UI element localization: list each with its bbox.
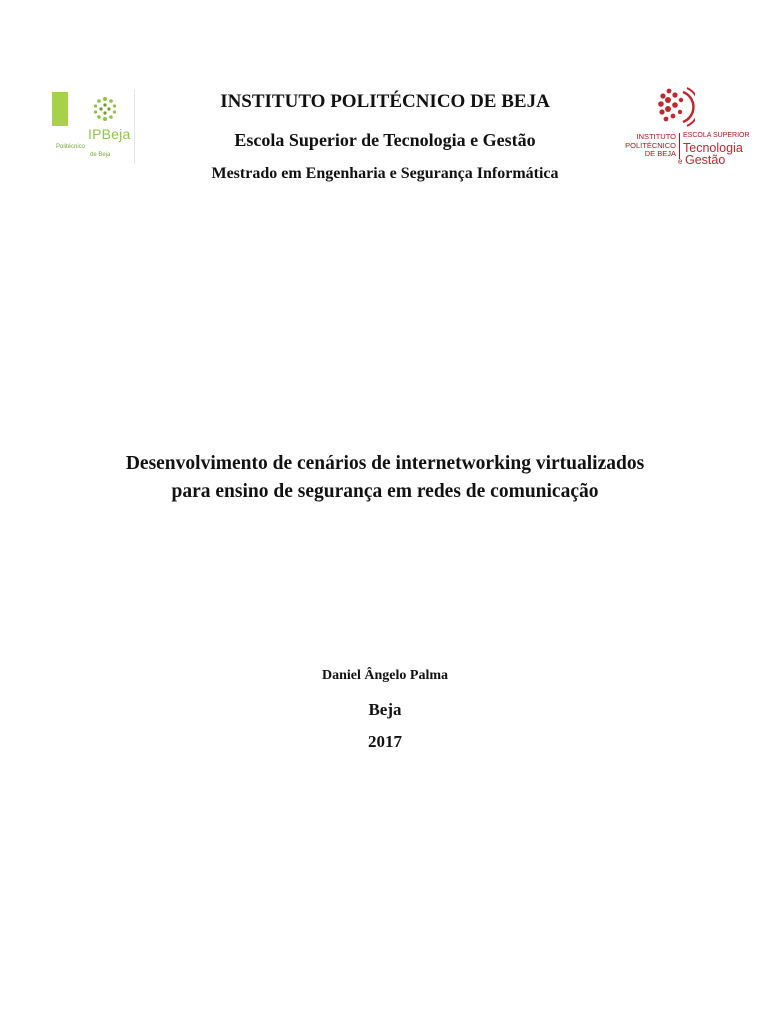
year: 2017 — [368, 732, 402, 751]
program-title: Mestrado em Engenharia e Segurança Informática — [211, 165, 559, 182]
institution-title: INSTITUTO POLITÉCNICO DE BEJA — [220, 91, 550, 112]
estig-school-line: ESCOLA SUPERIOR — [683, 132, 750, 139]
ipbeja-subtitle-line1: Politécnico — [56, 144, 86, 150]
author-name: Daniel Ângelo Palma — [322, 668, 448, 683]
school-title: Escola Superior de Tecnologia e Gestão — [234, 130, 536, 150]
estig-inst-line2: POLITÉCNICO — [625, 140, 676, 150]
thesis-title — [0, 450, 770, 506]
estig-e: e — [678, 157, 683, 166]
estig-inst-line3: DE BEJA — [644, 149, 676, 158]
thesis-title-line2: para ensino de segurança em redes de comunicação — [171, 481, 599, 502]
place: Beja — [368, 700, 402, 719]
estig-inst-line1: INSTITUTO — [636, 132, 676, 141]
ipbeja-subtitle-line2: de Beja — [90, 152, 111, 158]
estig-tecnologia: Tecnologia — [683, 141, 743, 155]
estig-gestao: Gestão — [685, 153, 726, 167]
ipbeja-brand-text: IPBeja — [88, 126, 131, 142]
thesis-title-line1: Desenvolvimento de cenários de internetworking virtualizados — [125, 453, 645, 474]
